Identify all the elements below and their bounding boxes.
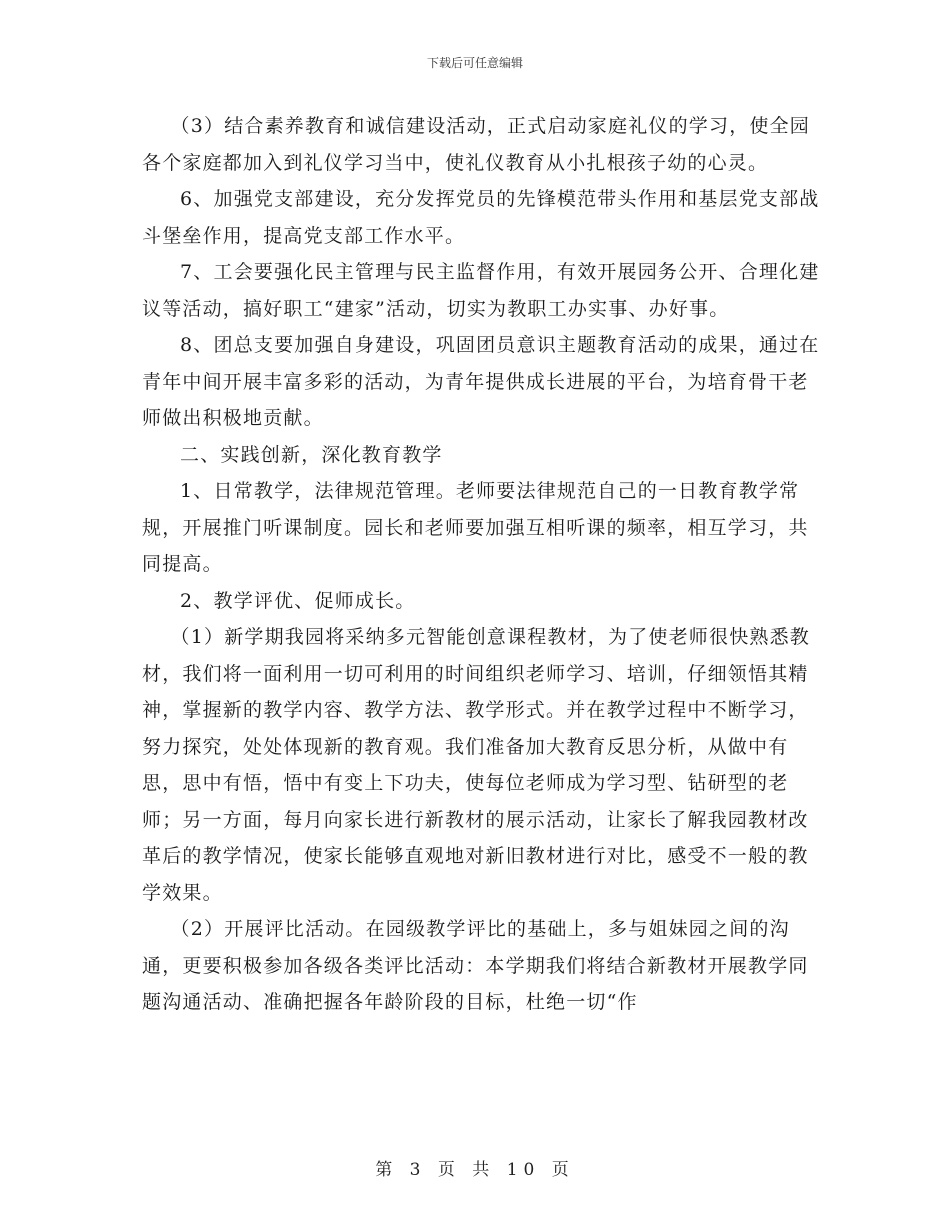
paragraph-party-branch: 6、加强党支部建设，充分发挥党员的先锋模范带头作用和基层党支部战斗堡垒作用，提高党支部工作水平。 — [142, 188, 820, 247]
paragraph-evaluation-activities: （2）开展评比活动。在园级教学评比的基础上，多与姐妹园之间的沟通，更要积极参加各级各类评比活动：本学期我们将结合新教材开展教学同题沟通活动、准确把握各年龄阶段的目标，杜绝一切“作 — [142, 918, 809, 1013]
paragraph-family-etiquette: （3）结合素养教育和诚信建设活动，正式启动家庭礼仪的学习，使全园各个家庭都加入到礼仪学习当中，使礼仪教育从小扎根孩子幼的心灵。 — [142, 115, 810, 174]
paragraph-youth-league: 8、团总支要加强自身建设，巩固团员意识主题教育活动的成果，通过在青年中间开展丰富多彩的活动，为青年提供成长进展的平台，为培育骨干老师做出积极地贡献。 — [142, 334, 820, 429]
paragraph-new-curriculum: （1）新学期我园将采纳多元智能创意课程教材，为了使老师很快熟悉教材，我们将一面利用一切可利用的时间组织老师学习、培训，仔细领悟其精神，掌握新的教学内容、教学方法、教学形式。并在教学过程中不断学习，努力探究，处处体现新的教育观。我们准备加大教育反思分析，从做中有思，思中有悟，悟中有变上下功夫，使每位老师成为学习型、钻研型的老师；另一方面，每月向家长进行新教材的展示活动，让家长了解我园教材改革后的教学情况，使家长能够直观地对新旧教材进行对比，感受不一般的教学效果。 — [142, 626, 810, 904]
page-number: 第 3 页 共 10 页 — [375, 1160, 575, 1180]
document-body — [142, 108, 822, 1021]
page-header: 下载后可任意编辑 — [426, 56, 523, 70]
paragraph-teaching-evaluation: 2、教学评优、促师成长。 — [180, 589, 416, 612]
section-heading: 二、实践创新，深化教育教学 — [180, 443, 443, 466]
paragraph-daily-teaching: 1、日常教学，法律规范管理。老师要法律规范自己的一日教育教学常规，开展推门听课制度。园长和老师要加强互相听课的频率，相互学习，共同提高。 — [142, 480, 809, 575]
paragraph-trade-union: 7、工会要强化民主管理与民主监督作用，有效开展园务公开、合理化建议等活动，搞好职工“建家”活动，切实为教职工办实事、办好事。 — [142, 261, 820, 320]
